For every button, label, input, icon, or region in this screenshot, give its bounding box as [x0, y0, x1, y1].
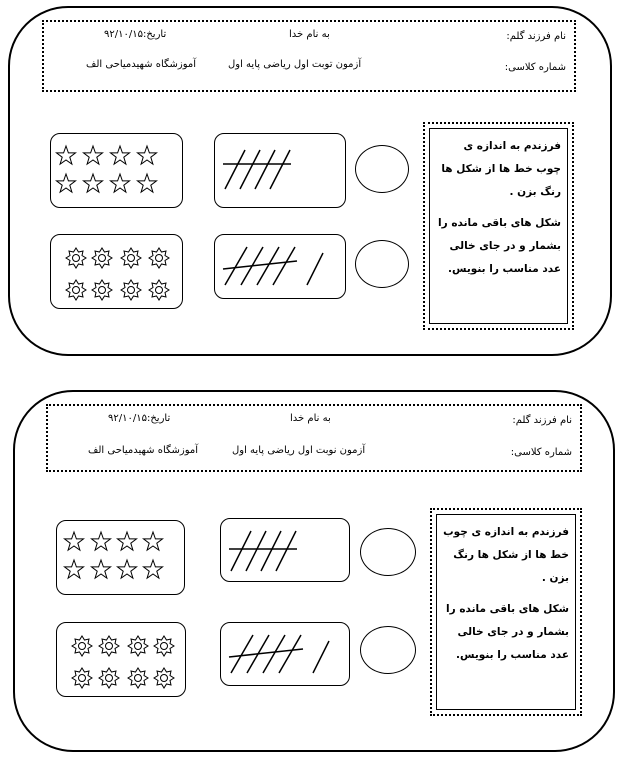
sun-icon [121, 280, 141, 300]
star-icon [57, 146, 76, 164]
sun-icon [149, 280, 169, 300]
sun-icon [128, 636, 148, 656]
star-icon [138, 146, 157, 164]
star-icon [138, 174, 157, 192]
answer-circle[interactable] [355, 240, 409, 288]
tally-box [220, 518, 350, 582]
star-icon [84, 174, 103, 192]
shapes-box [56, 520, 185, 595]
answer-circle[interactable] [355, 145, 409, 193]
sun-icon [92, 280, 112, 300]
instructions-part1: فرزندم به اندازه ی چوب خط ها از شکل ها رنگ بزن . [443, 526, 569, 584]
sun-icon [66, 248, 86, 268]
shapes-box [56, 622, 186, 697]
school-name: آموزشگاه شهیدمیاحی الف [88, 445, 199, 456]
instructions-box [423, 122, 574, 330]
star-icon [65, 532, 84, 550]
student-name-label: نام فرزند گلم: [506, 31, 566, 42]
school-name: آموزشگاه شهیدمیاحی الف [86, 59, 197, 70]
instructions-box [430, 508, 582, 716]
sun-icon [99, 668, 119, 688]
date-label: تاریخ:۹۲/۱۰/۱۵ [108, 413, 171, 424]
class-number-label: شماره کلاسی: [510, 447, 572, 458]
star-icon [111, 174, 130, 192]
worksheet-header [46, 404, 582, 472]
star-icon [92, 532, 111, 550]
sun-icon [128, 668, 148, 688]
sun-icon [154, 668, 174, 688]
sun-icon [149, 248, 169, 268]
class-number-label: شماره کلاسی: [504, 62, 566, 73]
star-icon [144, 532, 163, 550]
tally-box [220, 622, 350, 686]
sun-icon [72, 636, 92, 656]
shapes-box [50, 133, 183, 208]
star-icon [118, 560, 137, 578]
bismillah: به نام خدا [289, 29, 330, 40]
star-icon [84, 146, 103, 164]
sun-icon [92, 248, 112, 268]
instructions-part1: فرزندم به اندازه ی چوب خط ها از شکل ها رنگ بزن . [441, 140, 561, 198]
sun-icon [154, 636, 174, 656]
date-label: تاریخ:۹۲/۱۰/۱۵ [104, 29, 167, 40]
sun-icon [121, 248, 141, 268]
tally-marks [221, 519, 351, 583]
sun-icon [99, 636, 119, 656]
sun-icon-group [51, 235, 184, 310]
answer-circle[interactable] [360, 626, 416, 674]
sun-icon [66, 280, 86, 300]
worksheet-header [42, 20, 576, 92]
tally-marks [215, 134, 347, 209]
star-icon [144, 560, 163, 578]
tally-marks [221, 623, 351, 687]
star-icon-group [57, 521, 186, 596]
tally-box [214, 234, 346, 299]
star-icon [111, 146, 130, 164]
star-icon [57, 174, 76, 192]
bismillah: به نام خدا [290, 413, 331, 424]
instructions-text [429, 128, 568, 324]
star-icon [118, 532, 137, 550]
exam-title: آزمون نوبت اول ریاضی پایه اول [232, 445, 366, 456]
star-icon [92, 560, 111, 578]
student-name-label: نام فرزند گلم: [512, 415, 572, 426]
sun-icon [72, 668, 92, 688]
instructions-part2: شکل های باقی مانده را بشمار و در جای خالی عدد مناسب را بنویس. [438, 217, 561, 275]
sun-icon-group [57, 623, 187, 698]
shapes-box [50, 234, 183, 309]
instructions-part2: شکل های باقی مانده را بشمار و در جای خالی عدد مناسب را بنویس. [446, 603, 569, 661]
exam-title: آزمون توبت اول ریاضی پایه اول [228, 59, 362, 70]
tally-marks [215, 235, 347, 300]
star-icon [65, 560, 84, 578]
instructions-text [436, 514, 576, 710]
tally-box [214, 133, 346, 208]
answer-circle[interactable] [360, 528, 416, 576]
star-icon-group [51, 134, 184, 209]
